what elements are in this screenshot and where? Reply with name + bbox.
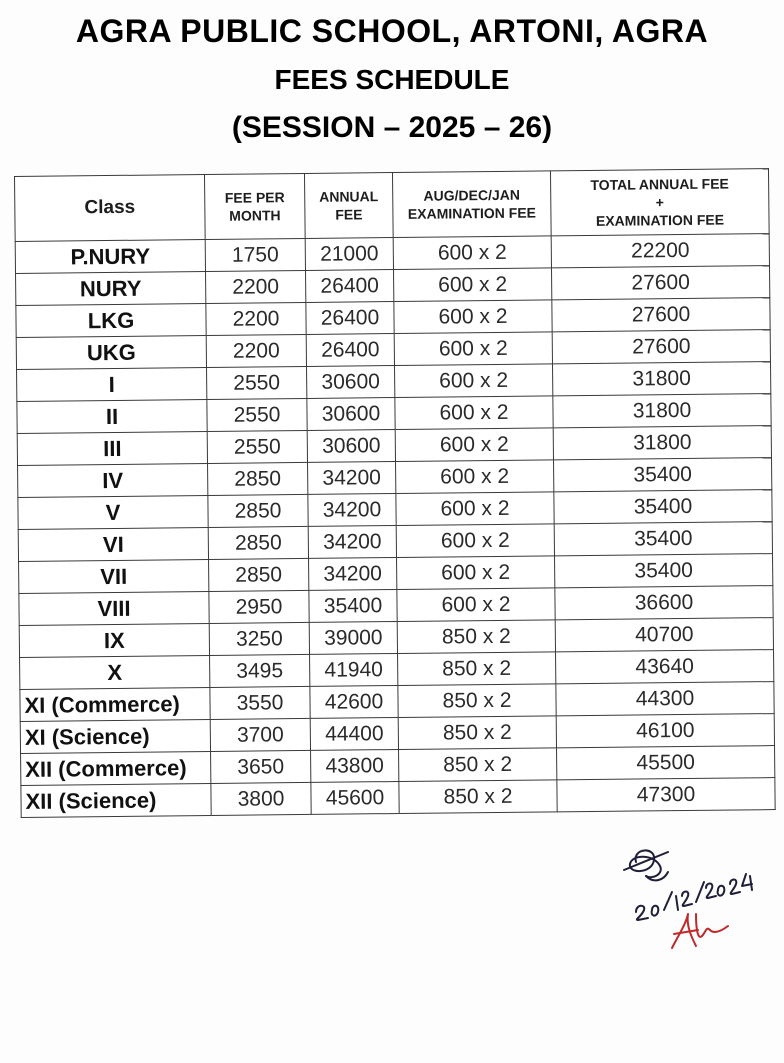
cell-exam-fee: 850 x 2 <box>399 748 557 782</box>
session-label: (SESSION – 2025 – 26) <box>231 111 553 144</box>
cell-class: V <box>18 495 208 529</box>
cell-class: VII <box>19 559 209 593</box>
cell-class: P.NURY <box>15 240 205 274</box>
cell-class: UKG <box>16 335 206 369</box>
cell-annual-fee: 21000 <box>305 238 393 271</box>
cell-exam-fee: 600 x 2 <box>395 428 553 462</box>
cell-annual-fee: 34200 <box>308 526 396 559</box>
cell-annual-fee: 41940 <box>310 654 398 687</box>
cell-fee-per-month: 3550 <box>210 686 310 719</box>
column-header-exam-fee: AUG/DEC/JAN EXAMINATION FEE <box>392 171 551 238</box>
cell-exam-fee: 600 x 2 <box>394 300 552 334</box>
cell-class: XII (Science) <box>21 783 211 817</box>
cell-class: II <box>17 399 207 433</box>
cell-fee-per-month: 3250 <box>209 622 309 655</box>
cell-exam-fee: 600 x 2 <box>396 524 554 558</box>
cell-class: I <box>17 367 207 401</box>
cell-total: 40700 <box>555 618 773 652</box>
cell-total: 27600 <box>552 330 770 364</box>
cell-total: 35400 <box>554 458 772 492</box>
cell-class: NURY <box>16 271 206 305</box>
cell-fee-per-month: 3495 <box>210 654 310 687</box>
cell-exam-fee: 600 x 2 <box>394 268 552 302</box>
table-body <box>15 234 775 818</box>
school-name: AGRA PUBLIC SCHOOL, ARTONI, AGRA <box>75 13 709 49</box>
cell-fee-per-month: 2850 <box>209 558 309 591</box>
cell-annual-fee: 42600 <box>310 686 398 719</box>
document-header <box>0 10 784 150</box>
cell-total: 43640 <box>556 650 774 684</box>
column-header-annual-fee: ANNUAL FEE <box>304 173 393 239</box>
column-header-fee-per-month: FEE PER MONTH <box>204 173 305 239</box>
cell-fee-per-month: 2850 <box>208 494 308 527</box>
cell-exam-fee: 600 x 2 <box>397 556 555 590</box>
cell-exam-fee: 850 x 2 <box>398 716 556 750</box>
cell-fee-per-month: 2200 <box>206 270 306 303</box>
cell-fee-per-month: 2850 <box>208 526 308 559</box>
cell-exam-fee: 850 x 2 <box>398 684 556 718</box>
cell-annual-fee: 30600 <box>307 430 395 463</box>
cell-exam-fee: 600 x 2 <box>396 492 554 526</box>
handwritten-signature <box>606 840 776 960</box>
table-row <box>21 778 775 818</box>
cell-annual-fee: 34200 <box>308 494 396 527</box>
cell-annual-fee: 34200 <box>308 462 396 495</box>
column-header-total: TOTAL ANNUAL FEE + EXAMINATION FEE <box>550 169 769 236</box>
cell-total: 22200 <box>551 234 769 268</box>
cell-class: X <box>20 655 210 689</box>
cell-total: 31800 <box>552 362 770 396</box>
cell-exam-fee: 600 x 2 <box>396 460 554 494</box>
fees-table <box>14 168 776 818</box>
cell-class: VI <box>18 527 208 561</box>
cell-fee-per-month: 2850 <box>208 462 308 495</box>
cell-exam-fee: 600 x 2 <box>393 236 551 270</box>
cell-exam-fee: 850 x 2 <box>399 780 557 814</box>
cell-total: 45500 <box>557 746 775 780</box>
cell-exam-fee: 600 x 2 <box>395 396 553 430</box>
cell-fee-per-month: 2200 <box>206 334 306 367</box>
document-title: FEES SCHEDULE <box>274 64 510 95</box>
cell-class: IX <box>19 623 209 657</box>
cell-annual-fee: 43800 <box>311 750 399 783</box>
table-header-row <box>15 169 770 242</box>
cell-class: III <box>17 431 207 465</box>
cell-exam-fee: 850 x 2 <box>397 620 555 654</box>
cell-total: 36600 <box>555 586 773 620</box>
cell-fee-per-month: 3650 <box>211 750 311 783</box>
cell-fee-per-month: 2550 <box>207 366 307 399</box>
cell-annual-fee: 35400 <box>309 590 397 623</box>
cell-class: LKG <box>16 303 206 337</box>
cell-fee-per-month: 2200 <box>206 302 306 335</box>
cell-annual-fee: 26400 <box>306 302 394 335</box>
cell-fee-per-month: 1750 <box>205 238 305 271</box>
cell-class: XI (Commerce) <box>20 687 210 721</box>
cell-exam-fee: 600 x 2 <box>394 332 552 366</box>
cell-annual-fee: 44400 <box>310 718 398 751</box>
cell-total: 31800 <box>553 394 771 428</box>
cell-exam-fee: 600 x 2 <box>397 588 555 622</box>
column-header-class: Class <box>15 175 206 242</box>
cell-total: 35400 <box>554 490 772 524</box>
cell-total: 31800 <box>553 426 771 460</box>
cell-annual-fee: 26400 <box>306 270 394 303</box>
cell-fee-per-month: 2550 <box>207 430 307 463</box>
cell-annual-fee: 39000 <box>309 622 397 655</box>
cell-annual-fee: 30600 <box>307 398 395 431</box>
cell-total: 35400 <box>554 522 772 556</box>
cell-exam-fee: 850 x 2 <box>398 652 556 686</box>
cell-total: 46100 <box>556 714 774 748</box>
cell-total: 35400 <box>555 554 773 588</box>
cell-annual-fee: 45600 <box>311 782 399 815</box>
fees-table-container <box>14 168 775 818</box>
cell-total: 47300 <box>557 778 775 812</box>
cell-annual-fee: 30600 <box>307 366 395 399</box>
cell-fee-per-month: 2550 <box>207 398 307 431</box>
cell-total: 44300 <box>556 682 774 716</box>
cell-fee-per-month: 3800 <box>211 782 311 815</box>
cell-class: XII (Commerce) <box>21 751 211 785</box>
cell-class: XI (Science) <box>20 719 210 753</box>
cell-class: VIII <box>19 591 209 625</box>
cell-annual-fee: 26400 <box>306 334 394 367</box>
cell-total: 27600 <box>551 266 769 300</box>
cell-exam-fee: 600 x 2 <box>395 364 553 398</box>
cell-fee-per-month: 2950 <box>209 590 309 623</box>
cell-total: 27600 <box>552 298 770 332</box>
cell-annual-fee: 34200 <box>309 558 397 591</box>
cell-class: IV <box>18 463 208 497</box>
cell-fee-per-month: 3700 <box>210 718 310 751</box>
